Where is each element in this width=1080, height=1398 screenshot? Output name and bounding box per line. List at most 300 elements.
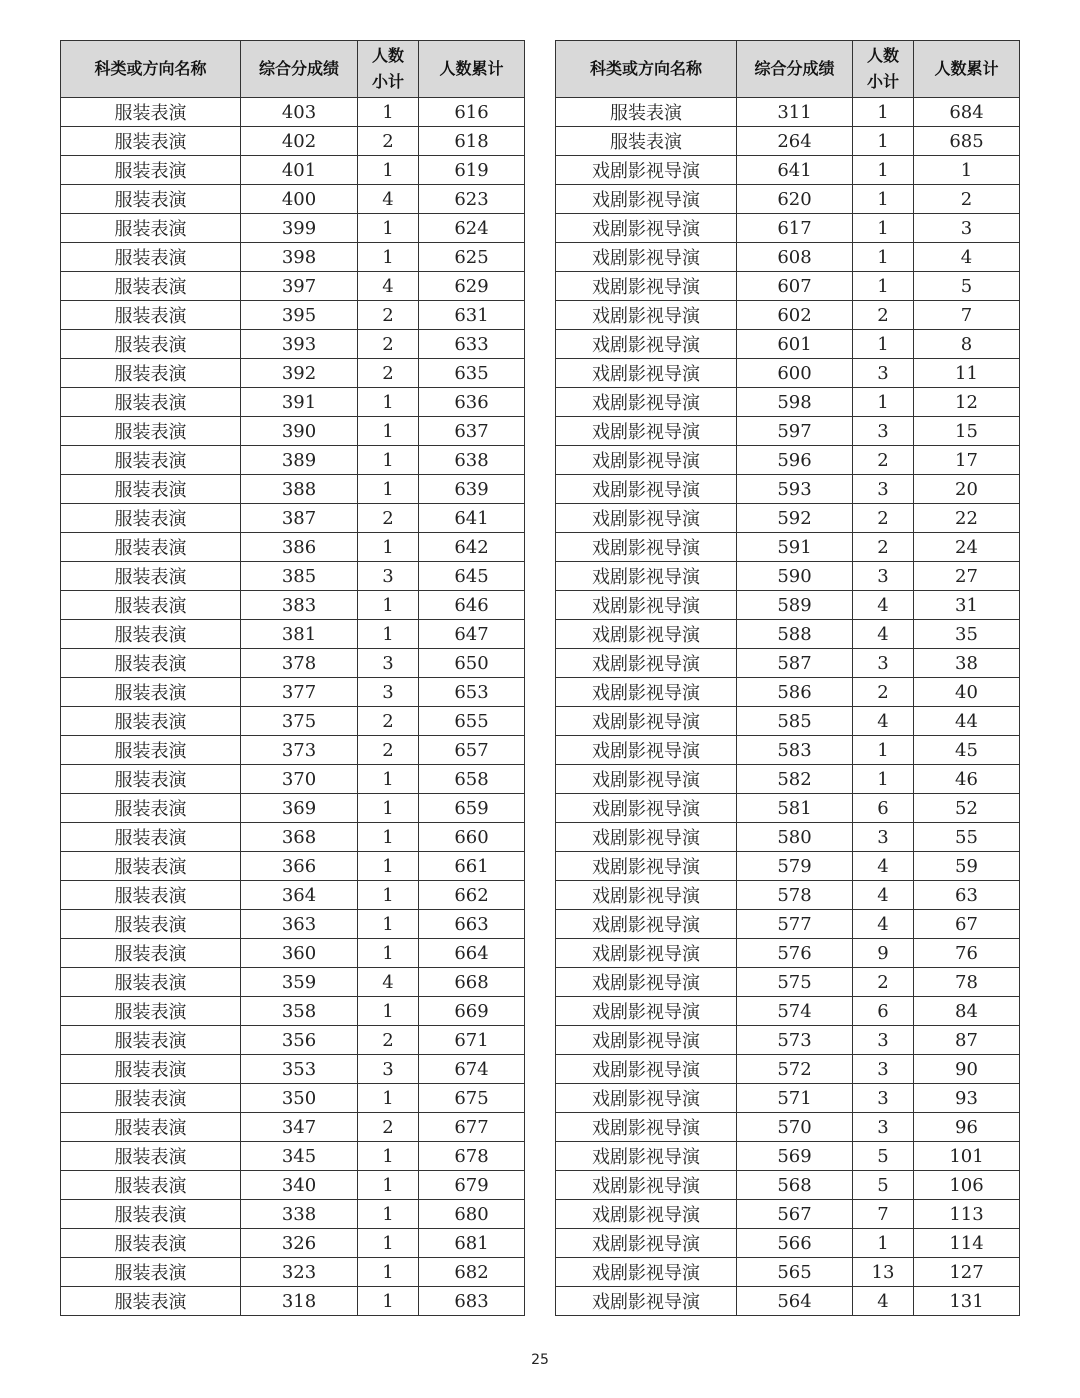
- table-row: [61, 823, 525, 852]
- cell-subtotal: 6: [853, 794, 914, 823]
- cell-subtotal: 4: [853, 881, 914, 910]
- cell-subtotal: 1: [853, 330, 914, 359]
- cell-category-name: 戏剧影视导演: [556, 417, 737, 446]
- table-row: [61, 910, 525, 939]
- table-row: [61, 881, 525, 910]
- cell-cumulative: 679: [419, 1171, 525, 1200]
- cell-composite-score: 323: [241, 1258, 358, 1287]
- cell-category-name: 服装表演: [61, 707, 241, 736]
- cell-category-name: 戏剧影视导演: [556, 301, 737, 330]
- table-row: [556, 243, 1020, 272]
- table-row: [61, 591, 525, 620]
- cell-composite-score: 587: [737, 649, 853, 678]
- table-row: [61, 736, 525, 765]
- cell-subtotal: 1: [853, 736, 914, 765]
- cell-subtotal: 2: [358, 504, 419, 533]
- table-row: [61, 1200, 525, 1229]
- cell-cumulative: 1: [914, 156, 1020, 185]
- cell-subtotal: 1: [358, 475, 419, 504]
- cell-category-name: 服装表演: [61, 765, 241, 794]
- cell-cumulative: 38: [914, 649, 1020, 678]
- table-row: [556, 997, 1020, 1026]
- cell-subtotal: 2: [358, 736, 419, 765]
- cell-category-name: 服装表演: [61, 881, 241, 910]
- table-row: [61, 620, 525, 649]
- cell-composite-score: 601: [737, 330, 853, 359]
- cell-subtotal: 1: [358, 98, 419, 127]
- cell-category-name: 戏剧影视导演: [556, 156, 737, 185]
- cell-cumulative: 664: [419, 939, 525, 968]
- table-row: [61, 446, 525, 475]
- cell-cumulative: 101: [914, 1142, 1020, 1171]
- table-row: [61, 533, 525, 562]
- cell-composite-score: 568: [737, 1171, 853, 1200]
- cell-subtotal: 2: [853, 678, 914, 707]
- table-row: [556, 272, 1020, 301]
- cell-composite-score: 378: [241, 649, 358, 678]
- cell-category-name: 戏剧影视导演: [556, 678, 737, 707]
- cell-cumulative: 59: [914, 852, 1020, 881]
- cell-composite-score: 392: [241, 359, 358, 388]
- cell-cumulative: 642: [419, 533, 525, 562]
- cell-cumulative: 7: [914, 301, 1020, 330]
- table-row: [556, 794, 1020, 823]
- cell-composite-score: 370: [241, 765, 358, 794]
- cell-composite-score: 588: [737, 620, 853, 649]
- cell-composite-score: 311: [737, 98, 853, 127]
- cell-category-name: 服装表演: [61, 533, 241, 562]
- cell-cumulative: 22: [914, 504, 1020, 533]
- header-subtotal: [853, 41, 914, 98]
- cell-cumulative: 668: [419, 968, 525, 997]
- cell-category-name: 服装表演: [61, 823, 241, 852]
- cell-category-name: 服装表演: [61, 504, 241, 533]
- cell-composite-score: 360: [241, 939, 358, 968]
- cell-cumulative: 5: [914, 272, 1020, 301]
- cell-subtotal: 3: [358, 678, 419, 707]
- cell-cumulative: 639: [419, 475, 525, 504]
- cell-category-name: 服装表演: [61, 649, 241, 678]
- cell-composite-score: 359: [241, 968, 358, 997]
- cell-category-name: 戏剧影视导演: [556, 475, 737, 504]
- cell-composite-score: 398: [241, 243, 358, 272]
- cell-subtotal: 1: [358, 881, 419, 910]
- cell-category-name: 戏剧影视导演: [556, 562, 737, 591]
- cell-subtotal: 2: [853, 504, 914, 533]
- cell-composite-score: 401: [241, 156, 358, 185]
- cell-composite-score: 573: [737, 1026, 853, 1055]
- cell-category-name: 服装表演: [61, 1026, 241, 1055]
- cell-composite-score: 576: [737, 939, 853, 968]
- cell-cumulative: 638: [419, 446, 525, 475]
- cell-category-name: 服装表演: [61, 359, 241, 388]
- cell-category-name: 服装表演: [61, 127, 241, 156]
- cell-category-name: 戏剧影视导演: [556, 533, 737, 562]
- cell-subtotal: 1: [853, 98, 914, 127]
- cell-cumulative: 682: [419, 1258, 525, 1287]
- table-row: [556, 910, 1020, 939]
- cell-category-name: 戏剧影视导演: [556, 330, 737, 359]
- cell-composite-score: 596: [737, 446, 853, 475]
- cell-cumulative: 46: [914, 765, 1020, 794]
- cell-subtotal: 1: [358, 1287, 419, 1316]
- cell-category-name: 服装表演: [61, 1171, 241, 1200]
- cell-cumulative: 87: [914, 1026, 1020, 1055]
- cell-composite-score: 575: [737, 968, 853, 997]
- table-row: [61, 185, 525, 214]
- header-subtotal-line2: 小计: [371, 72, 404, 91]
- cell-cumulative: 658: [419, 765, 525, 794]
- table-row: [556, 504, 1020, 533]
- table-row: [556, 1084, 1020, 1113]
- cell-category-name: 服装表演: [61, 1229, 241, 1258]
- header-composite-score: 综合分成绩: [737, 41, 853, 98]
- table-row: [556, 1142, 1020, 1171]
- cell-category-name: 服装表演: [61, 1287, 241, 1316]
- cell-category-name: 服装表演: [61, 1055, 241, 1084]
- cell-category-name: 戏剧影视导演: [556, 185, 737, 214]
- cell-cumulative: 684: [914, 98, 1020, 127]
- cell-cumulative: 96: [914, 1113, 1020, 1142]
- cell-cumulative: 661: [419, 852, 525, 881]
- table-row: [556, 533, 1020, 562]
- cell-composite-score: 580: [737, 823, 853, 852]
- cell-cumulative: 67: [914, 910, 1020, 939]
- cell-cumulative: 623: [419, 185, 525, 214]
- cell-category-name: 服装表演: [61, 997, 241, 1026]
- cell-cumulative: 8: [914, 330, 1020, 359]
- table-body-left: [61, 98, 525, 1316]
- cell-category-name: 戏剧影视导演: [556, 939, 737, 968]
- cell-cumulative: 646: [419, 591, 525, 620]
- cell-composite-score: 345: [241, 1142, 358, 1171]
- cell-composite-score: 578: [737, 881, 853, 910]
- cell-composite-score: 400: [241, 185, 358, 214]
- score-table-left: [60, 40, 525, 1316]
- header-category-name: 科类或方向名称: [556, 41, 737, 98]
- cell-subtotal: 3: [853, 1055, 914, 1084]
- table-row: [61, 852, 525, 881]
- cell-subtotal: 1: [358, 214, 419, 243]
- cell-category-name: 戏剧影视导演: [556, 997, 737, 1026]
- cell-cumulative: 655: [419, 707, 525, 736]
- cell-composite-score: 582: [737, 765, 853, 794]
- table-row: [556, 1113, 1020, 1142]
- cell-cumulative: 27: [914, 562, 1020, 591]
- cell-composite-score: 393: [241, 330, 358, 359]
- cell-subtotal: 3: [853, 823, 914, 852]
- cell-category-name: 戏剧影视导演: [556, 881, 737, 910]
- table-row: [61, 678, 525, 707]
- cell-cumulative: 17: [914, 446, 1020, 475]
- header-cumulative: 人数累计: [914, 41, 1020, 98]
- cell-subtotal: 2: [853, 968, 914, 997]
- table-row: [556, 1026, 1020, 1055]
- cell-subtotal: 1: [853, 127, 914, 156]
- cell-category-name: 服装表演: [61, 417, 241, 446]
- cell-composite-score: 386: [241, 533, 358, 562]
- cell-cumulative: 653: [419, 678, 525, 707]
- cell-cumulative: 618: [419, 127, 525, 156]
- cell-composite-score: 264: [737, 127, 853, 156]
- cell-composite-score: 395: [241, 301, 358, 330]
- cell-subtotal: 1: [853, 1229, 914, 1258]
- cell-subtotal: 3: [853, 1084, 914, 1113]
- cell-composite-score: 592: [737, 504, 853, 533]
- cell-cumulative: 2: [914, 185, 1020, 214]
- cell-category-name: 服装表演: [61, 852, 241, 881]
- table-row: [61, 156, 525, 185]
- cell-cumulative: 663: [419, 910, 525, 939]
- cell-composite-score: 358: [241, 997, 358, 1026]
- cell-cumulative: 636: [419, 388, 525, 417]
- cell-category-name: 服装表演: [61, 388, 241, 417]
- table-row: [556, 562, 1020, 591]
- table-row: [556, 475, 1020, 504]
- cell-category-name: 服装表演: [61, 1142, 241, 1171]
- cell-subtotal: 1: [358, 388, 419, 417]
- table-row: [556, 98, 1020, 127]
- table-row: [556, 620, 1020, 649]
- cell-subtotal: 1: [358, 446, 419, 475]
- score-table-right: [555, 40, 1020, 1316]
- table-row: [61, 1113, 525, 1142]
- cell-subtotal: 4: [853, 707, 914, 736]
- cell-cumulative: 106: [914, 1171, 1020, 1200]
- cell-category-name: 服装表演: [61, 301, 241, 330]
- cell-subtotal: 1: [358, 1258, 419, 1287]
- cell-category-name: 服装表演: [61, 794, 241, 823]
- cell-subtotal: 1: [358, 1084, 419, 1113]
- cell-composite-score: 402: [241, 127, 358, 156]
- cell-category-name: 服装表演: [61, 272, 241, 301]
- header-subtotal: [358, 41, 419, 98]
- cell-composite-score: 347: [241, 1113, 358, 1142]
- table-row: [61, 214, 525, 243]
- cell-category-name: 服装表演: [61, 736, 241, 765]
- cell-cumulative: 680: [419, 1200, 525, 1229]
- cell-subtotal: 1: [358, 1229, 419, 1258]
- table-row: [61, 562, 525, 591]
- cell-subtotal: 3: [853, 417, 914, 446]
- cell-subtotal: 2: [358, 359, 419, 388]
- cell-cumulative: 24: [914, 533, 1020, 562]
- table-body-right: [556, 98, 1020, 1316]
- cell-category-name: 戏剧影视导演: [556, 620, 737, 649]
- cell-category-name: 戏剧影视导演: [556, 852, 737, 881]
- cell-cumulative: 650: [419, 649, 525, 678]
- cell-subtotal: 1: [358, 620, 419, 649]
- cell-subtotal: 1: [358, 156, 419, 185]
- cell-category-name: 戏剧影视导演: [556, 649, 737, 678]
- cell-subtotal: 3: [358, 1055, 419, 1084]
- table-row: [61, 1055, 525, 1084]
- cell-composite-score: 369: [241, 794, 358, 823]
- table-row: [556, 1171, 1020, 1200]
- table-row: [556, 1287, 1020, 1316]
- cell-composite-score: 368: [241, 823, 358, 852]
- cell-cumulative: 659: [419, 794, 525, 823]
- cell-subtotal: 3: [853, 1113, 914, 1142]
- cell-cumulative: 647: [419, 620, 525, 649]
- cell-cumulative: 20: [914, 475, 1020, 504]
- cell-subtotal: 1: [358, 823, 419, 852]
- cell-composite-score: 597: [737, 417, 853, 446]
- cell-category-name: 戏剧影视导演: [556, 446, 737, 475]
- cell-cumulative: 633: [419, 330, 525, 359]
- table-row: [61, 1171, 525, 1200]
- cell-cumulative: 114: [914, 1229, 1020, 1258]
- cell-composite-score: 385: [241, 562, 358, 591]
- cell-category-name: 戏剧影视导演: [556, 1142, 737, 1171]
- cell-category-name: 戏剧影视导演: [556, 707, 737, 736]
- table-row: [61, 359, 525, 388]
- cell-composite-score: 363: [241, 910, 358, 939]
- cell-cumulative: 76: [914, 939, 1020, 968]
- cell-composite-score: 571: [737, 1084, 853, 1113]
- cell-category-name: 服装表演: [61, 475, 241, 504]
- table-row: [556, 736, 1020, 765]
- table-row: [61, 707, 525, 736]
- table-row: [61, 301, 525, 330]
- table-row: [61, 1229, 525, 1258]
- cell-cumulative: 35: [914, 620, 1020, 649]
- cell-composite-score: 326: [241, 1229, 358, 1258]
- cell-cumulative: 93: [914, 1084, 1020, 1113]
- cell-category-name: 服装表演: [61, 156, 241, 185]
- header-composite-score: 综合分成绩: [241, 41, 358, 98]
- cell-composite-score: 338: [241, 1200, 358, 1229]
- cell-category-name: 戏剧影视导演: [556, 910, 737, 939]
- cell-category-name: 戏剧影视导演: [556, 504, 737, 533]
- cell-composite-score: 340: [241, 1171, 358, 1200]
- cell-composite-score: 577: [737, 910, 853, 939]
- table-row: [556, 823, 1020, 852]
- table-row: [61, 968, 525, 997]
- cell-composite-score: 586: [737, 678, 853, 707]
- cell-cumulative: 52: [914, 794, 1020, 823]
- cell-subtotal: 6: [853, 997, 914, 1026]
- cell-cumulative: 44: [914, 707, 1020, 736]
- cell-cumulative: 15: [914, 417, 1020, 446]
- table-row: [61, 272, 525, 301]
- cell-composite-score: 383: [241, 591, 358, 620]
- cell-cumulative: 11: [914, 359, 1020, 388]
- cell-category-name: 服装表演: [61, 330, 241, 359]
- cell-cumulative: 660: [419, 823, 525, 852]
- cell-subtotal: 1: [853, 272, 914, 301]
- cell-cumulative: 127: [914, 1258, 1020, 1287]
- cell-composite-score: 567: [737, 1200, 853, 1229]
- cell-category-name: 戏剧影视导演: [556, 1229, 737, 1258]
- cell-composite-score: 390: [241, 417, 358, 446]
- cell-cumulative: 674: [419, 1055, 525, 1084]
- cell-category-name: 服装表演: [61, 214, 241, 243]
- cell-subtotal: 4: [853, 620, 914, 649]
- cell-composite-score: 375: [241, 707, 358, 736]
- cell-composite-score: 593: [737, 475, 853, 504]
- cell-cumulative: 625: [419, 243, 525, 272]
- cell-category-name: 戏剧影视导演: [556, 823, 737, 852]
- table-row: [556, 359, 1020, 388]
- cell-composite-score: 565: [737, 1258, 853, 1287]
- cell-cumulative: 12: [914, 388, 1020, 417]
- cell-subtotal: 1: [853, 765, 914, 794]
- cell-subtotal: 4: [358, 185, 419, 214]
- cell-category-name: 戏剧影视导演: [556, 359, 737, 388]
- cell-category-name: 戏剧影视导演: [556, 1026, 737, 1055]
- table-row: [61, 1142, 525, 1171]
- cell-category-name: 戏剧影视导演: [556, 243, 737, 272]
- cell-subtotal: 3: [358, 562, 419, 591]
- cell-composite-score: 387: [241, 504, 358, 533]
- header-subtotal-line1: 人数: [371, 46, 404, 65]
- cell-subtotal: 1: [853, 388, 914, 417]
- cell-category-name: 戏剧影视导演: [556, 1084, 737, 1113]
- cell-cumulative: 55: [914, 823, 1020, 852]
- table-row: [61, 330, 525, 359]
- table-row: [61, 1258, 525, 1287]
- cell-composite-score: 620: [737, 185, 853, 214]
- cell-category-name: 戏剧影视导演: [556, 1171, 737, 1200]
- cell-composite-score: 579: [737, 852, 853, 881]
- cell-cumulative: 678: [419, 1142, 525, 1171]
- cell-composite-score: 574: [737, 997, 853, 1026]
- table-row: [556, 968, 1020, 997]
- cell-category-name: 服装表演: [61, 620, 241, 649]
- cell-category-name: 服装表演: [556, 98, 737, 127]
- table-row: [556, 881, 1020, 910]
- cell-subtotal: 5: [853, 1171, 914, 1200]
- cell-cumulative: 84: [914, 997, 1020, 1026]
- cell-category-name: 服装表演: [61, 98, 241, 127]
- cell-subtotal: 1: [358, 533, 419, 562]
- cell-subtotal: 13: [853, 1258, 914, 1287]
- cell-subtotal: 1: [358, 997, 419, 1026]
- table-row: [556, 388, 1020, 417]
- cell-category-name: 服装表演: [61, 939, 241, 968]
- cell-category-name: 服装表演: [61, 562, 241, 591]
- cell-cumulative: 78: [914, 968, 1020, 997]
- cell-subtotal: 1: [358, 591, 419, 620]
- cell-composite-score: 589: [737, 591, 853, 620]
- table-row: [556, 301, 1020, 330]
- cell-cumulative: 40: [914, 678, 1020, 707]
- table-row: [61, 765, 525, 794]
- cell-category-name: 服装表演: [61, 591, 241, 620]
- cell-subtotal: 5: [853, 1142, 914, 1171]
- cell-subtotal: 4: [358, 272, 419, 301]
- cell-cumulative: 681: [419, 1229, 525, 1258]
- page-number: 25: [531, 1352, 549, 1368]
- cell-subtotal: 1: [358, 417, 419, 446]
- cell-category-name: 服装表演: [61, 1258, 241, 1287]
- cell-cumulative: 63: [914, 881, 1020, 910]
- cell-composite-score: 608: [737, 243, 853, 272]
- cell-subtotal: 2: [853, 301, 914, 330]
- cell-cumulative: 616: [419, 98, 525, 127]
- cell-composite-score: 590: [737, 562, 853, 591]
- cell-composite-score: 373: [241, 736, 358, 765]
- table-row: [556, 852, 1020, 881]
- cell-subtotal: 1: [358, 243, 419, 272]
- cell-category-name: 戏剧影视导演: [556, 214, 737, 243]
- cell-cumulative: 637: [419, 417, 525, 446]
- cell-subtotal: 1: [358, 1171, 419, 1200]
- cell-subtotal: 3: [853, 1026, 914, 1055]
- cell-subtotal: 3: [853, 562, 914, 591]
- table-row: [61, 1287, 525, 1316]
